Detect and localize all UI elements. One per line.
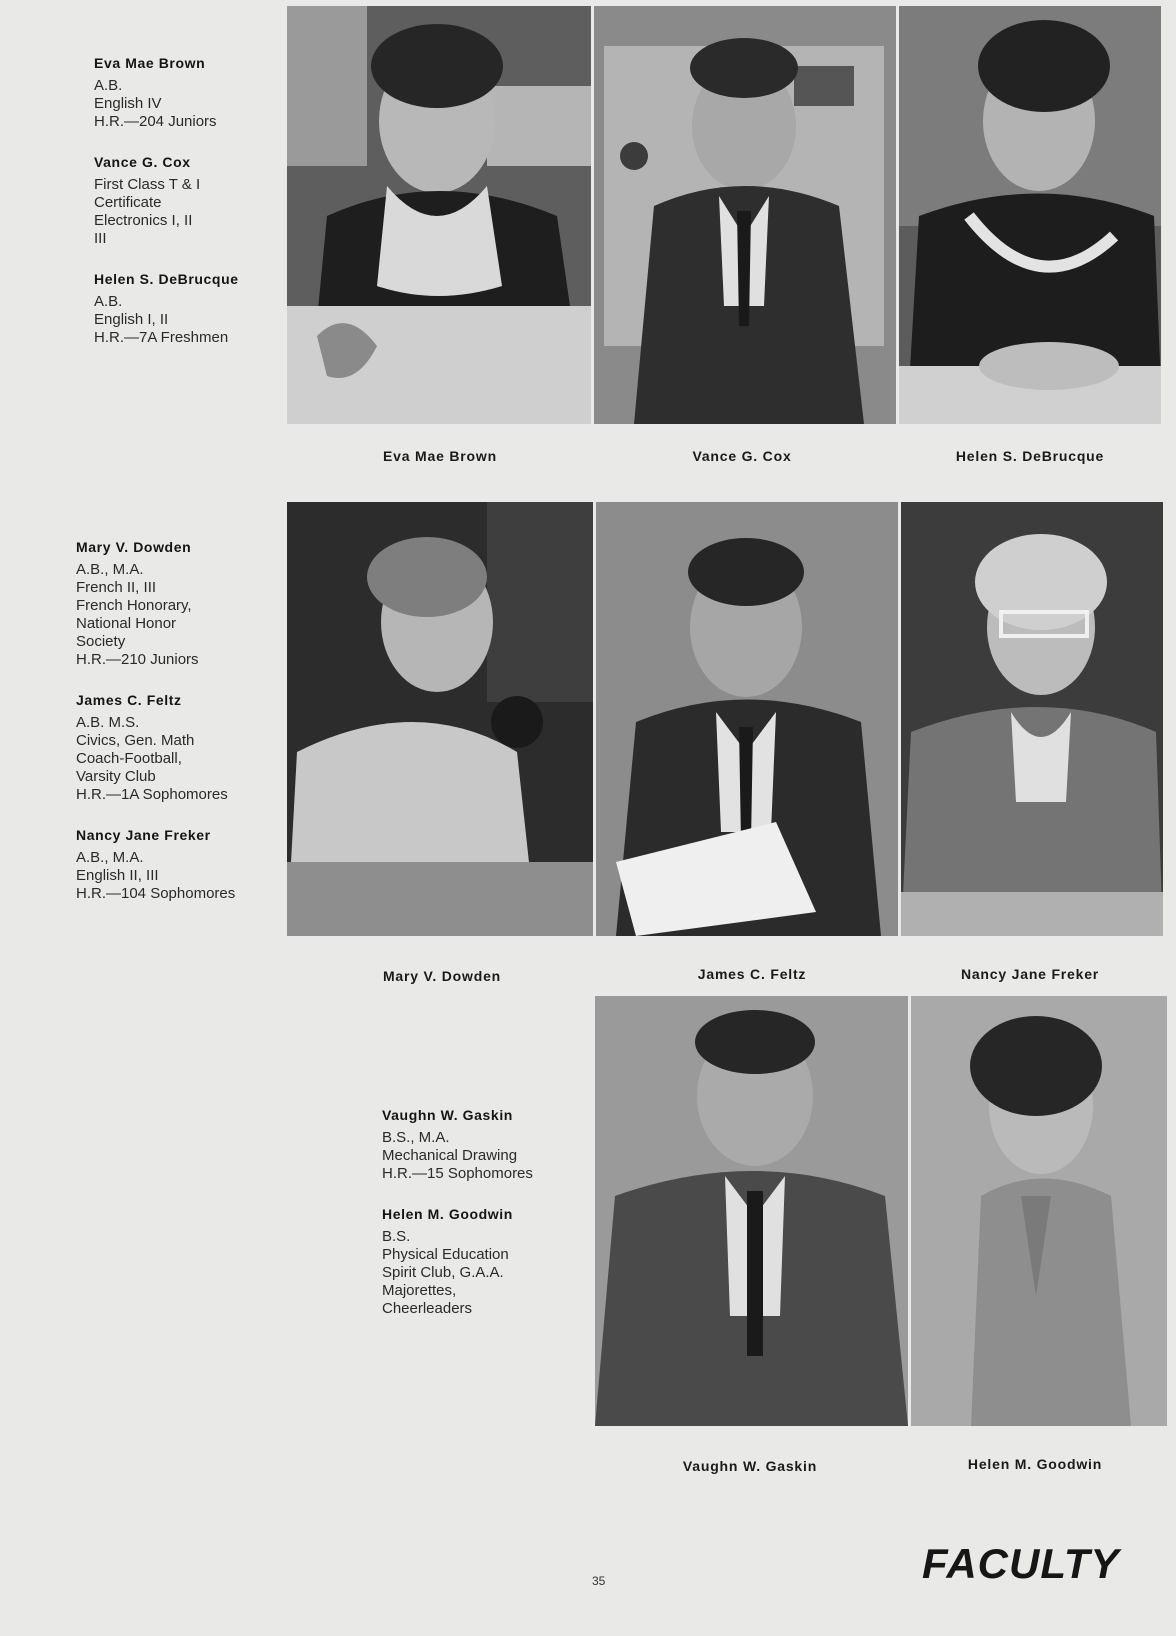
photo-caption: James C. Feltz <box>697 966 807 982</box>
bio-line: Electronics I, II <box>94 212 193 229</box>
bio-line: Mechanical Drawing <box>382 1147 518 1164</box>
portrait-photo-gaskin <box>595 996 908 1426</box>
bio-line: Certificate <box>94 194 162 211</box>
portrait-photo-feltz <box>596 502 898 936</box>
bio-line: French Honorary, <box>76 597 192 614</box>
bio-entry <box>76 538 276 669</box>
bio-line: A.B. M.S. <box>76 714 140 731</box>
bio-name: Helen S. DeBrucque <box>94 271 239 287</box>
portrait-photo-brown <box>287 6 591 424</box>
bio-name: Vance G. Cox <box>94 154 191 170</box>
bio-line: A.B. <box>94 77 123 94</box>
photo-caption: Helen M. Goodwin <box>967 1456 1103 1472</box>
portrait-photo-freker <box>901 502 1163 936</box>
bio-entry <box>94 153 274 248</box>
bio-entry <box>94 54 274 131</box>
bio-line: H.R.—210 Juniors <box>76 651 199 668</box>
bio-line: H.R.—104 Sophomores <box>76 885 236 902</box>
bio-group-2 <box>76 538 276 925</box>
bio-entry <box>76 826 276 903</box>
bio-name: Vaughn W. Gaskin <box>382 1107 513 1123</box>
portrait-photo-dowden <box>287 502 593 936</box>
bio-line: English II, III <box>76 867 159 884</box>
bio-group-3 <box>382 1106 582 1340</box>
bio-line: Coach-Football, <box>76 750 182 767</box>
bio-line: Civics, Gen. Math <box>76 732 195 749</box>
bio-name: Eva Mae Brown <box>94 55 206 71</box>
bio-line: H.R.—204 Juniors <box>94 113 217 130</box>
bio-line: III <box>94 230 107 247</box>
photo-caption: Eva Mae Brown <box>383 448 497 464</box>
photo-caption: Helen S. DeBrucque <box>955 448 1105 464</box>
bio-group-1 <box>94 54 274 369</box>
bio-line: Spirit Club, G.A.A. <box>382 1264 504 1281</box>
bio-line: A.B. <box>94 293 123 310</box>
bio-line: A.B., M.A. <box>76 849 144 866</box>
bio-line: Physical Education <box>382 1246 509 1263</box>
bio-line: A.B., M.A. <box>76 561 144 578</box>
bio-name: James C. Feltz <box>76 692 182 708</box>
bio-line: B.S. <box>382 1228 411 1245</box>
bio-line: H.R.—7A Freshmen <box>94 329 229 346</box>
page-number: 35 <box>592 1574 606 1588</box>
bio-line: Cheerleaders <box>382 1300 473 1317</box>
portrait-photo-debrucque <box>899 6 1161 424</box>
bio-line: First Class T & I <box>94 176 201 193</box>
bio-name: Nancy Jane Freker <box>76 827 211 843</box>
bio-line: National Honor <box>76 615 177 632</box>
bio-line: H.R.—15 Sophomores <box>382 1165 533 1182</box>
portrait-photo-cox <box>594 6 896 424</box>
photo-caption: Nancy Jane Freker <box>960 966 1100 982</box>
bio-line: French II, III <box>76 579 157 596</box>
bio-line: English IV <box>94 95 162 112</box>
bio-entry <box>94 270 274 347</box>
bio-line: Majorettes, <box>382 1282 457 1299</box>
bio-line: English I, II <box>94 311 169 328</box>
bio-entry <box>382 1205 582 1318</box>
bio-name: Mary V. Dowden <box>76 539 192 555</box>
photo-caption: Vaughn W. Gaskin <box>682 1458 818 1474</box>
photo-caption: Mary V. Dowden <box>382 968 502 984</box>
portrait-photo-goodwin <box>911 996 1167 1426</box>
bio-entry <box>76 691 276 804</box>
bio-line: Society <box>76 633 126 650</box>
bio-name: Helen M. Goodwin <box>382 1206 513 1222</box>
bio-line: B.S., M.A. <box>382 1129 450 1146</box>
bio-line: Varsity Club <box>76 768 156 785</box>
bio-entry <box>382 1106 582 1183</box>
bio-line: H.R.—1A Sophomores <box>76 786 228 803</box>
photo-caption: Vance G. Cox <box>692 448 792 464</box>
section-title: FACULTY <box>922 1540 1120 1587</box>
